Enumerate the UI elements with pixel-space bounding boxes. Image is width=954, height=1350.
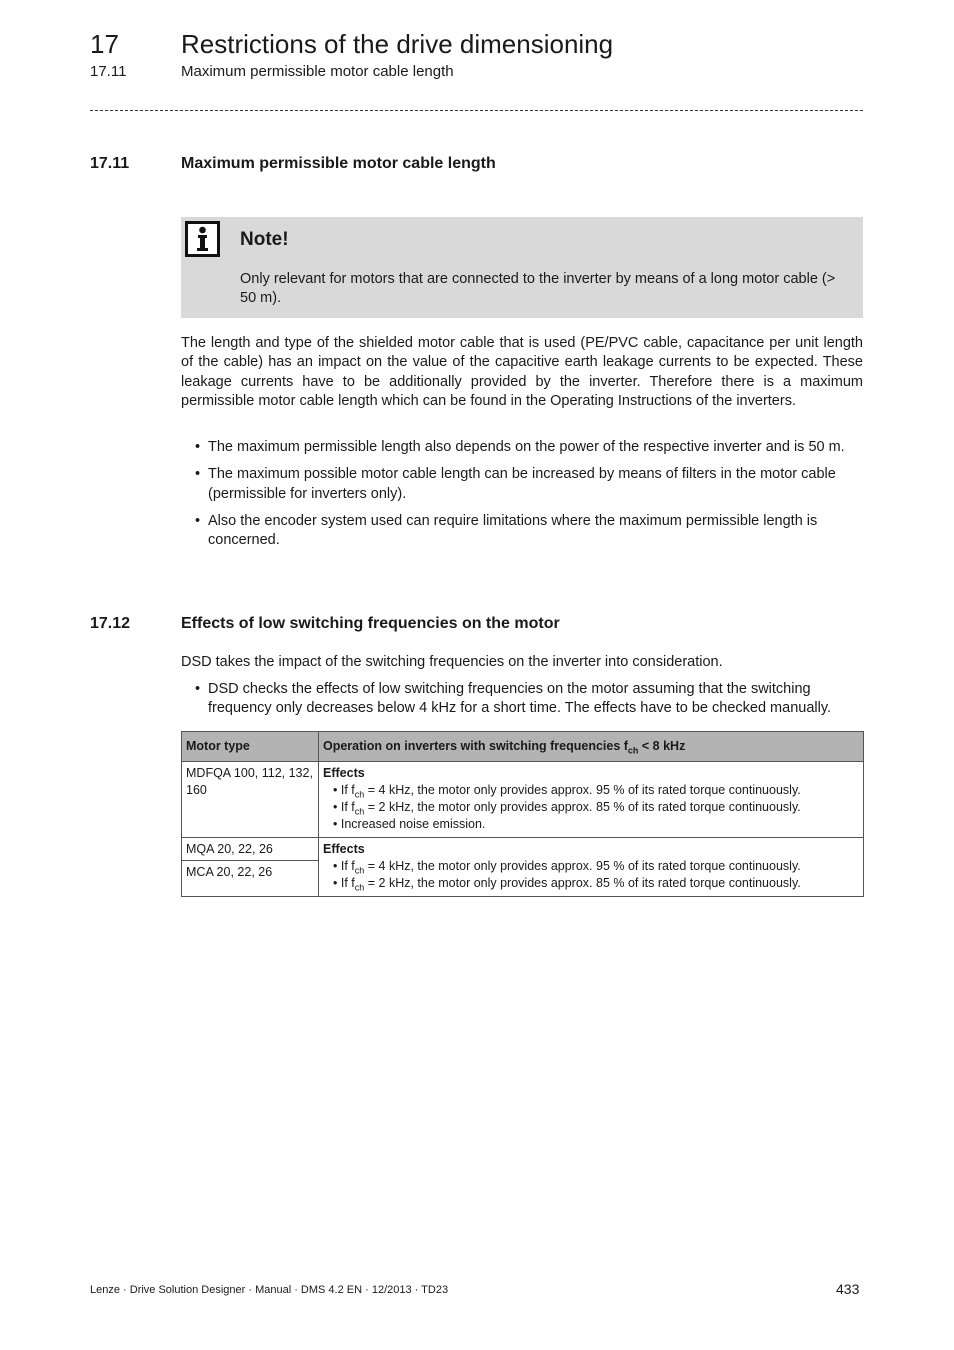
section-1-number: 17.11 [90, 155, 130, 172]
list-item: • The maximum possible motor cable length can be increased by means of filters in the motor cable (permissible for inverters only). [181, 465, 863, 504]
section-2-title: Effects of low switching frequencies on the motor [181, 615, 560, 632]
table-header-row [182, 732, 864, 762]
table-header-motor-type: Motor type [182, 732, 319, 762]
header-section-number: 17.11 [90, 63, 127, 80]
list-item: • Increased noise emission. [333, 817, 486, 831]
note-box [181, 217, 863, 318]
table-row [182, 838, 864, 897]
table-row [182, 762, 864, 838]
page-number: 433 [836, 1281, 860, 1297]
table-header-operation: Operation on inverters with switching frequencies $f_{ch} < 8$ kHz [319, 732, 864, 762]
motor-effects-table [181, 731, 864, 897]
effects-list [323, 782, 859, 833]
info-icon [185, 221, 220, 257]
list-item: • If $f_{ch} = 4$ kHz, the motor only provides approx. 95 % of its rated torque continuously. [333, 859, 801, 876]
effects-list [323, 858, 859, 892]
list-item: • Also the encoder system used can require limitations where the maximum permissible length is concerned. [181, 512, 863, 551]
note-title: Note! [240, 229, 289, 250]
note-text: Only relevant for motors that are connected to the inverter by means of a long motor cable (> 50 m). [240, 271, 836, 306]
motor-type-mca: MCA 20, 22, 26 [186, 865, 273, 879]
table-cell-motor: MDFQA 100, 112, 132, 160 [182, 762, 319, 838]
table-cell-effects [319, 838, 864, 897]
chapter-number: 17 [90, 29, 119, 59]
list-item: • If $f_{ch} = 4$ kHz, the motor only provides approx. 95 % of its rated torque continuously. [333, 783, 801, 800]
chapter-title: Restrictions of the drive dimensioning [181, 29, 614, 59]
effects-title: Effects [323, 766, 365, 780]
list-item: • If $f_{ch} = 2$ kHz, the motor only provides approx. 85 % of its rated torque continuously. [333, 876, 801, 893]
table-cell-effects [319, 762, 864, 838]
section-1-title: Maximum permissible motor cable length [181, 155, 496, 172]
section-1-bullet-list [181, 438, 863, 558]
header-section-title: Maximum permissible motor cable length [181, 63, 454, 80]
section-2-bullet-list [181, 680, 863, 727]
table-cell-motor [182, 838, 319, 897]
footer-text: Lenze · Drive Solution Designer · Manual · DMS 4.2 EN · 12/2013 · TD23 [90, 1284, 449, 1296]
list-item: • The maximum permissible length also depends on the power of the respective inverter and is 50 m. [181, 438, 863, 457]
list-item: • DSD checks the effects of low switching frequencies on the motor assuming that the switching frequency only decreases below 4 kHz for a short time. The effects have to be checked manually. [181, 680, 863, 719]
header-divider [90, 110, 863, 111]
list-item: • If $f_{ch} = 2$ kHz, the motor only provides approx. 85 % of its rated torque continuously. [333, 800, 801, 817]
section-1-paragraph: The length and type of the shielded motor cable that is used (PE/PVC cable, capacitance per unit length of the cable) has an impact on the value of the capacitive earth leakage currents to be expected. These leakage currents have to be additionally provided by the inverter. Therefore there is a maximum permissible motor cable length which can be found in the Operating Instructions of the inverters. [181, 335, 863, 409]
motor-type-mqa: MQA 20, 22, 26 [182, 838, 318, 861]
section-2-paragraph: DSD takes the impact of the switching frequencies on the inverter into consideration. [181, 654, 723, 670]
effects-title: Effects [323, 842, 365, 856]
section-2-number: 17.12 [90, 615, 131, 632]
